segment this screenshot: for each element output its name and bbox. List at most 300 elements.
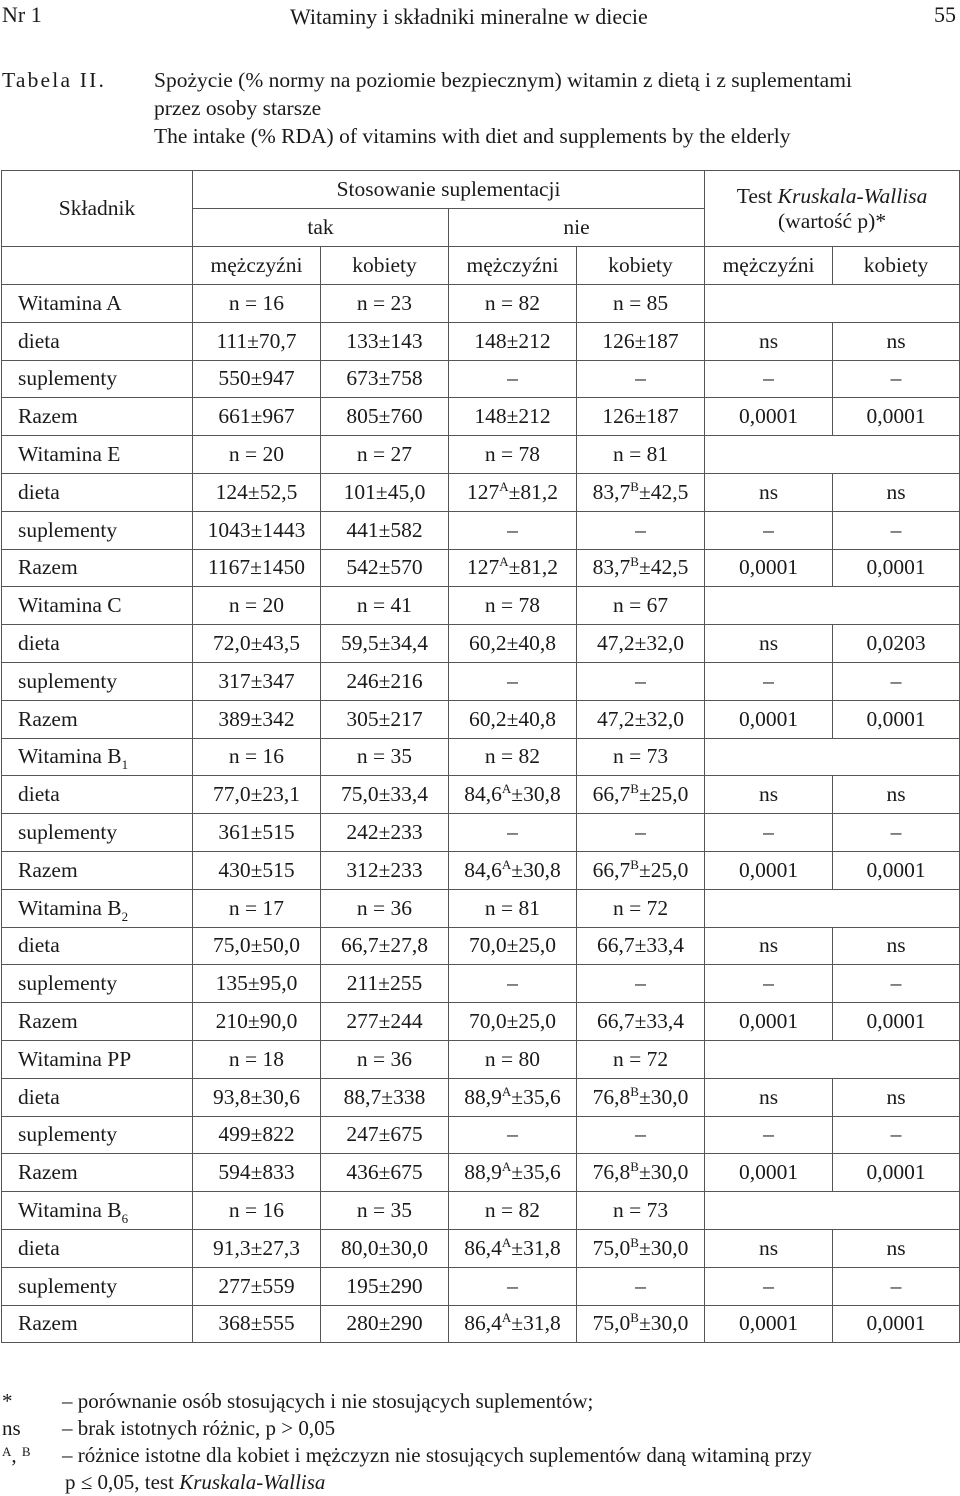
superscript-a: A <box>501 1234 512 1250</box>
value-cell <box>449 1078 577 1116</box>
footnote-mark: * <box>2 1389 13 1413</box>
value-cell: 317±347 <box>193 662 321 700</box>
p-value-cell: ns <box>705 1078 833 1116</box>
header-women: kobiety <box>577 247 705 285</box>
n-cell: n = 16 <box>193 1192 321 1230</box>
value-part: ±35,6 <box>511 1084 561 1109</box>
footnote-text: – różnice istotne dla kobiet i mężczyzn nie stosujących suplementów daną witaminą przy <box>62 1443 812 1467</box>
value-cell: 441±582 <box>321 511 449 549</box>
n-cell: n = 82 <box>449 738 577 776</box>
vitamin-name <box>2 889 193 927</box>
caption-line-pl-2: przez osoby starsze <box>154 96 322 120</box>
row-label: suplementy <box>2 1267 193 1305</box>
footnote-mark <box>2 1442 31 1469</box>
p-value-cell: ns <box>705 625 833 663</box>
value-part: ±30,0 <box>638 1160 689 1185</box>
p-value-cell: 0,0001 <box>705 549 833 587</box>
dash-cell: – <box>577 511 705 549</box>
value-part: 88,9 <box>464 1084 502 1109</box>
dash-cell: – <box>705 814 833 852</box>
journal-issue-number: Nr 1 <box>2 2 42 27</box>
table-row-dieta <box>2 625 960 663</box>
value-part: ±42,5 <box>638 479 689 504</box>
value-cell: 436±675 <box>321 1154 449 1192</box>
table-row-razem <box>2 1305 960 1343</box>
value-part: 76,8 <box>592 1084 631 1109</box>
value-cell: 211±255 <box>321 965 449 1003</box>
value-cell <box>577 851 705 889</box>
p-value-cell: 0,0001 <box>705 1003 833 1041</box>
value-cell: 135±95,0 <box>193 965 321 1003</box>
n-cell: n = 78 <box>449 587 577 625</box>
value-cell <box>577 776 705 814</box>
value-cell: 133±143 <box>321 322 449 360</box>
p-value-cell: 0,0001 <box>833 700 960 738</box>
row-label: suplementy <box>2 1116 193 1154</box>
value-cell: 805±760 <box>321 398 449 436</box>
table-row-vitamin-c <box>2 587 960 625</box>
table-row-vitamin-b6 <box>2 1192 960 1230</box>
n-cell: n = 41 <box>321 587 449 625</box>
value-part: ±35,6 <box>511 1160 561 1185</box>
value-part: 88,9 <box>464 1160 502 1185</box>
dash-cell: – <box>833 965 960 1003</box>
table-row-razem <box>2 851 960 889</box>
dash-cell: – <box>705 511 833 549</box>
superscript-b: B <box>630 781 639 797</box>
n-cell: n = 72 <box>577 1040 705 1078</box>
n-cell: n = 81 <box>449 889 577 927</box>
value-cell <box>577 473 705 511</box>
dash-cell: – <box>449 662 577 700</box>
n-cell: n = 36 <box>321 889 449 927</box>
vitamin-subscript: 2 <box>121 908 129 924</box>
table-label: Tabela II. <box>2 68 107 92</box>
header-test <box>705 171 960 247</box>
value-part: 83,7 <box>592 555 631 580</box>
value-cell: 75,0±50,0 <box>193 927 321 965</box>
table-footnotes <box>2 1388 958 1496</box>
vitamin-name: Witamina C <box>2 587 193 625</box>
footnote-text: – porównanie osób stosujących i nie stosujących suplementów; <box>62 1389 594 1413</box>
superscript-a: A <box>501 1083 512 1099</box>
caption-line-pl-1: Spożycie (% normy na poziomie bezpiecznym) witamin z dietą i z suplementami <box>154 68 852 92</box>
n-cell: n = 16 <box>193 738 321 776</box>
dash-cell: – <box>833 662 960 700</box>
header-blank <box>2 247 193 285</box>
superscript-b: B <box>630 1310 639 1326</box>
value-part: ±25,0 <box>638 782 689 807</box>
n-cell: n = 35 <box>321 1192 449 1230</box>
row-label: Razem <box>2 1003 193 1041</box>
footnote-text: – brak istotnych różnic, p > 0,05 <box>62 1416 336 1440</box>
p-value-cell: ns <box>833 927 960 965</box>
table-row-suplementy <box>2 1116 960 1154</box>
n-cell: n = 72 <box>577 889 705 927</box>
value-part: ±31,8 <box>511 1311 561 1336</box>
value-part: 84,6 <box>464 782 502 807</box>
value-cell: 80,0±30,0 <box>321 1229 449 1267</box>
n-cell: n = 27 <box>321 436 449 474</box>
p-value-cell: ns <box>833 1229 960 1267</box>
n-cell: n = 85 <box>577 285 705 323</box>
dash-cell: – <box>705 965 833 1003</box>
superscript-b: B <box>630 478 639 494</box>
table-row-vitamin-a <box>2 285 960 323</box>
dash-cell: – <box>705 1116 833 1154</box>
superscript-b: B <box>630 1234 639 1250</box>
value-cell <box>449 473 577 511</box>
value-cell: 59,5±34,4 <box>321 625 449 663</box>
footnote-sup-b: B <box>21 1444 31 1459</box>
p-value-cell: 0,0001 <box>705 700 833 738</box>
value-cell: 542±570 <box>321 549 449 587</box>
row-label: suplementy <box>2 360 193 398</box>
value-cell: 66,7±27,8 <box>321 927 449 965</box>
value-cell: 277±244 <box>321 1003 449 1041</box>
dash-cell: – <box>449 814 577 852</box>
dash-cell: – <box>833 511 960 549</box>
value-cell: 661±967 <box>193 398 321 436</box>
caption-line-en: The intake (% RDA) of vitamins with diet and supplements by the elderly <box>154 124 791 148</box>
table-row-vitamin-pp <box>2 1040 960 1078</box>
value-cell: 75,0±33,4 <box>321 776 449 814</box>
value-cell: 361±515 <box>193 814 321 852</box>
n-cell: n = 80 <box>449 1040 577 1078</box>
header-skladnik: Składnik <box>2 171 193 247</box>
n-cell: n = 73 <box>577 1192 705 1230</box>
value-cell: 1167±1450 <box>193 549 321 587</box>
table-row-vitamin-b2 <box>2 889 960 927</box>
value-cell: 126±187 <box>577 398 705 436</box>
row-label: dieta <box>2 776 193 814</box>
value-cell: 124±52,5 <box>193 473 321 511</box>
value-cell: 47,2±32,0 <box>577 625 705 663</box>
row-label: Razem <box>2 851 193 889</box>
value-cell: 368±555 <box>193 1305 321 1343</box>
dash-cell: – <box>449 1116 577 1154</box>
value-cell: 280±290 <box>321 1305 449 1343</box>
p-value-cell: ns <box>833 1078 960 1116</box>
n-cell: n = 67 <box>577 587 705 625</box>
empty-cell <box>705 285 960 323</box>
value-part: ±42,5 <box>638 555 689 580</box>
row-label: dieta <box>2 473 193 511</box>
dash-cell: – <box>449 965 577 1003</box>
p-value-cell: 0,0001 <box>705 851 833 889</box>
table-row-dieta <box>2 1229 960 1267</box>
dash-cell: – <box>705 1267 833 1305</box>
value-part: 86,4 <box>464 1235 502 1260</box>
dash-cell: – <box>449 360 577 398</box>
value-cell: 1043±1443 <box>193 511 321 549</box>
empty-cell <box>705 587 960 625</box>
footnote-ns <box>2 1415 958 1442</box>
value-cell <box>577 1154 705 1192</box>
empty-cell <box>705 889 960 927</box>
superscript-b: B <box>630 1159 639 1175</box>
p-value-cell: 0,0001 <box>833 1305 960 1343</box>
vitamin-name-text: Witamina B <box>18 744 122 769</box>
value-part: 84,6 <box>464 857 502 882</box>
vitamin-intake-table <box>1 170 960 1343</box>
footnote-mark: ns <box>2 1416 21 1440</box>
p-value-cell: 0,0001 <box>833 549 960 587</box>
value-cell <box>577 1078 705 1116</box>
value-cell <box>449 1229 577 1267</box>
footnote-asterisk <box>2 1388 958 1415</box>
n-cell: n = 16 <box>193 285 321 323</box>
footnote-ab-continued <box>2 1469 958 1496</box>
empty-cell <box>705 1192 960 1230</box>
value-part: ±81,2 <box>508 479 559 504</box>
n-cell: n = 23 <box>321 285 449 323</box>
dash-cell: – <box>577 662 705 700</box>
p-value-cell: 0,0001 <box>833 398 960 436</box>
p-value-cell: 0,0001 <box>833 851 960 889</box>
n-cell: n = 82 <box>449 1192 577 1230</box>
value-cell <box>577 1305 705 1343</box>
value-cell <box>449 851 577 889</box>
vitamin-subscript: 6 <box>121 1211 129 1227</box>
value-part: ±30,0 <box>638 1084 689 1109</box>
value-cell: 66,7±33,4 <box>577 927 705 965</box>
header-women: kobiety <box>833 247 960 285</box>
vitamin-name <box>2 738 193 776</box>
value-cell: 148±212 <box>449 322 577 360</box>
value-cell: 389±342 <box>193 700 321 738</box>
p-value-cell: ns <box>833 473 960 511</box>
value-cell: 60,2±40,8 <box>449 625 577 663</box>
value-cell <box>577 549 705 587</box>
value-part: 127 <box>466 479 500 504</box>
table-row-suplementy <box>2 662 960 700</box>
table-row-dieta <box>2 1078 960 1116</box>
header-row-1 <box>2 171 960 209</box>
running-title: Witaminy i składniki mineralne w diecie <box>290 4 648 29</box>
n-cell: n = 73 <box>577 738 705 776</box>
table-row-suplementy <box>2 965 960 1003</box>
dash-cell: – <box>577 360 705 398</box>
n-cell: n = 18 <box>193 1040 321 1078</box>
row-label: Razem <box>2 1305 193 1343</box>
dash-cell: – <box>833 1267 960 1305</box>
header-women: kobiety <box>321 247 449 285</box>
value-cell: 195±290 <box>321 1267 449 1305</box>
header-men: mężczyźni <box>705 247 833 285</box>
dash-cell: – <box>705 360 833 398</box>
n-cell: n = 20 <box>193 436 321 474</box>
value-cell: 312±233 <box>321 851 449 889</box>
header-tak: tak <box>193 209 449 247</box>
value-part: ±81,2 <box>508 555 559 580</box>
table-row-suplementy <box>2 814 960 852</box>
value-part: 75,0 <box>592 1235 631 1260</box>
value-part: 66,7 <box>592 782 631 807</box>
vitamin-name: Witamina PP <box>2 1040 193 1078</box>
header-test-prefix: Test <box>736 183 778 208</box>
running-header <box>0 0 960 40</box>
dash-cell: – <box>577 1116 705 1154</box>
row-label: dieta <box>2 1078 193 1116</box>
value-cell: 88,7±338 <box>321 1078 449 1116</box>
header-men: mężczyźni <box>449 247 577 285</box>
table-row-dieta <box>2 473 960 511</box>
dash-cell: – <box>577 965 705 1003</box>
table-row-suplementy <box>2 511 960 549</box>
row-label: Razem <box>2 700 193 738</box>
row-label: dieta <box>2 927 193 965</box>
p-value-cell: ns <box>705 1229 833 1267</box>
p-value-cell: 0,0001 <box>705 1154 833 1192</box>
value-cell: 305±217 <box>321 700 449 738</box>
p-value-cell: ns <box>833 776 960 814</box>
p-value-cell: ns <box>705 473 833 511</box>
value-cell: 60,2±40,8 <box>449 700 577 738</box>
dash-cell: – <box>449 511 577 549</box>
value-cell: 70,0±25,0 <box>449 927 577 965</box>
p-value-cell: ns <box>705 776 833 814</box>
value-cell: 247±675 <box>321 1116 449 1154</box>
superscript-a: A <box>499 554 509 570</box>
superscript-b: B <box>630 554 639 570</box>
value-part: ±30,0 <box>638 1311 689 1336</box>
table-row-razem <box>2 1003 960 1041</box>
value-cell: 93,8±30,6 <box>193 1078 321 1116</box>
superscript-a: A <box>499 478 509 494</box>
header-nie: nie <box>449 209 705 247</box>
value-cell: 430±515 <box>193 851 321 889</box>
table-row-dieta <box>2 927 960 965</box>
value-cell: 210±90,0 <box>193 1003 321 1041</box>
table-row-suplementy <box>2 360 960 398</box>
value-cell: 594±833 <box>193 1154 321 1192</box>
empty-cell <box>705 738 960 776</box>
n-cell: n = 78 <box>449 436 577 474</box>
table-row-razem <box>2 398 960 436</box>
value-cell <box>577 1229 705 1267</box>
row-label: Razem <box>2 1154 193 1192</box>
value-cell <box>449 549 577 587</box>
value-part: ±25,0 <box>638 857 689 882</box>
p-value-cell: ns <box>833 322 960 360</box>
value-cell: 550±947 <box>193 360 321 398</box>
row-label: suplementy <box>2 511 193 549</box>
n-cell: n = 20 <box>193 587 321 625</box>
value-part: 86,4 <box>464 1311 502 1336</box>
vitamin-name <box>2 1192 193 1230</box>
n-cell: n = 17 <box>193 889 321 927</box>
footnote-sep: , <box>11 1443 22 1467</box>
value-part: 76,8 <box>592 1160 631 1185</box>
row-label: suplementy <box>2 814 193 852</box>
value-part: 127 <box>466 555 500 580</box>
dash-cell: – <box>577 1267 705 1305</box>
empty-cell <box>705 1040 960 1078</box>
footnote-test-name: Kruskala-Wallisa <box>179 1470 326 1494</box>
value-part: ±30,0 <box>638 1235 689 1260</box>
value-cell: 277±559 <box>193 1267 321 1305</box>
header-test-suffix: (wartość p)* <box>778 208 887 233</box>
row-label: suplementy <box>2 662 193 700</box>
value-cell: 91,3±27,3 <box>193 1229 321 1267</box>
dash-cell: – <box>577 814 705 852</box>
table-row-suplementy <box>2 1267 960 1305</box>
dash-cell: – <box>705 662 833 700</box>
table-row-dieta <box>2 322 960 360</box>
superscript-b: B <box>630 856 639 872</box>
vitamin-name: Witamina A <box>2 285 193 323</box>
dash-cell: – <box>833 360 960 398</box>
value-cell: 111±70,7 <box>193 322 321 360</box>
value-cell: 148±212 <box>449 398 577 436</box>
p-value-cell: 0,0001 <box>833 1154 960 1192</box>
value-cell: 246±216 <box>321 662 449 700</box>
value-cell: 499±822 <box>193 1116 321 1154</box>
value-part: ±30,8 <box>511 782 561 807</box>
value-cell: 126±187 <box>577 322 705 360</box>
p-value-cell: ns <box>705 927 833 965</box>
n-cell: n = 81 <box>577 436 705 474</box>
p-value-cell: 0,0001 <box>833 1003 960 1041</box>
vitamin-subscript: 1 <box>121 757 129 773</box>
value-cell: 673±758 <box>321 360 449 398</box>
footnote-text-part: p ≤ 0,05, test <box>65 1470 180 1494</box>
value-part: ±30,8 <box>511 857 561 882</box>
table-row-vitamin-e <box>2 436 960 474</box>
value-cell: 242±233 <box>321 814 449 852</box>
p-value-cell: 0,0001 <box>705 1305 833 1343</box>
superscript-b: B <box>630 1083 639 1099</box>
row-label: dieta <box>2 625 193 663</box>
row-label: Razem <box>2 398 193 436</box>
dash-cell: – <box>833 814 960 852</box>
vitamin-name-text: Witamina B <box>18 895 122 920</box>
value-part: 66,7 <box>592 857 631 882</box>
footnote-ab <box>2 1442 958 1469</box>
table-row-dieta <box>2 776 960 814</box>
page-number: 55 <box>934 2 956 27</box>
p-value-cell: ns <box>705 322 833 360</box>
footnote-sup-a: A <box>2 1444 12 1459</box>
vitamin-name-text: Witamina B <box>18 1198 122 1223</box>
row-label: dieta <box>2 1229 193 1267</box>
header-row-3 <box>2 247 960 285</box>
p-value-cell: 0,0203 <box>833 625 960 663</box>
superscript-a: A <box>501 856 512 872</box>
table-row-razem <box>2 700 960 738</box>
value-part: 75,0 <box>592 1311 631 1336</box>
n-cell: n = 35 <box>321 738 449 776</box>
footnote-text <box>65 1469 325 1496</box>
value-cell: 72,0±43,5 <box>193 625 321 663</box>
row-label: Razem <box>2 549 193 587</box>
n-cell: n = 82 <box>449 285 577 323</box>
dash-cell: – <box>449 1267 577 1305</box>
value-cell: 77,0±23,1 <box>193 776 321 814</box>
table-row-vitamin-b1 <box>2 738 960 776</box>
header-test-name: Kruskala-Wallisa <box>777 183 928 208</box>
n-cell: n = 36 <box>321 1040 449 1078</box>
header-men: mężczyźni <box>193 247 321 285</box>
value-cell <box>449 1305 577 1343</box>
superscript-a: A <box>501 781 512 797</box>
value-cell <box>449 776 577 814</box>
value-cell <box>449 1154 577 1192</box>
vitamin-name: Witamina E <box>2 436 193 474</box>
value-cell: 70,0±25,0 <box>449 1003 577 1041</box>
value-part: ±31,8 <box>511 1235 561 1260</box>
